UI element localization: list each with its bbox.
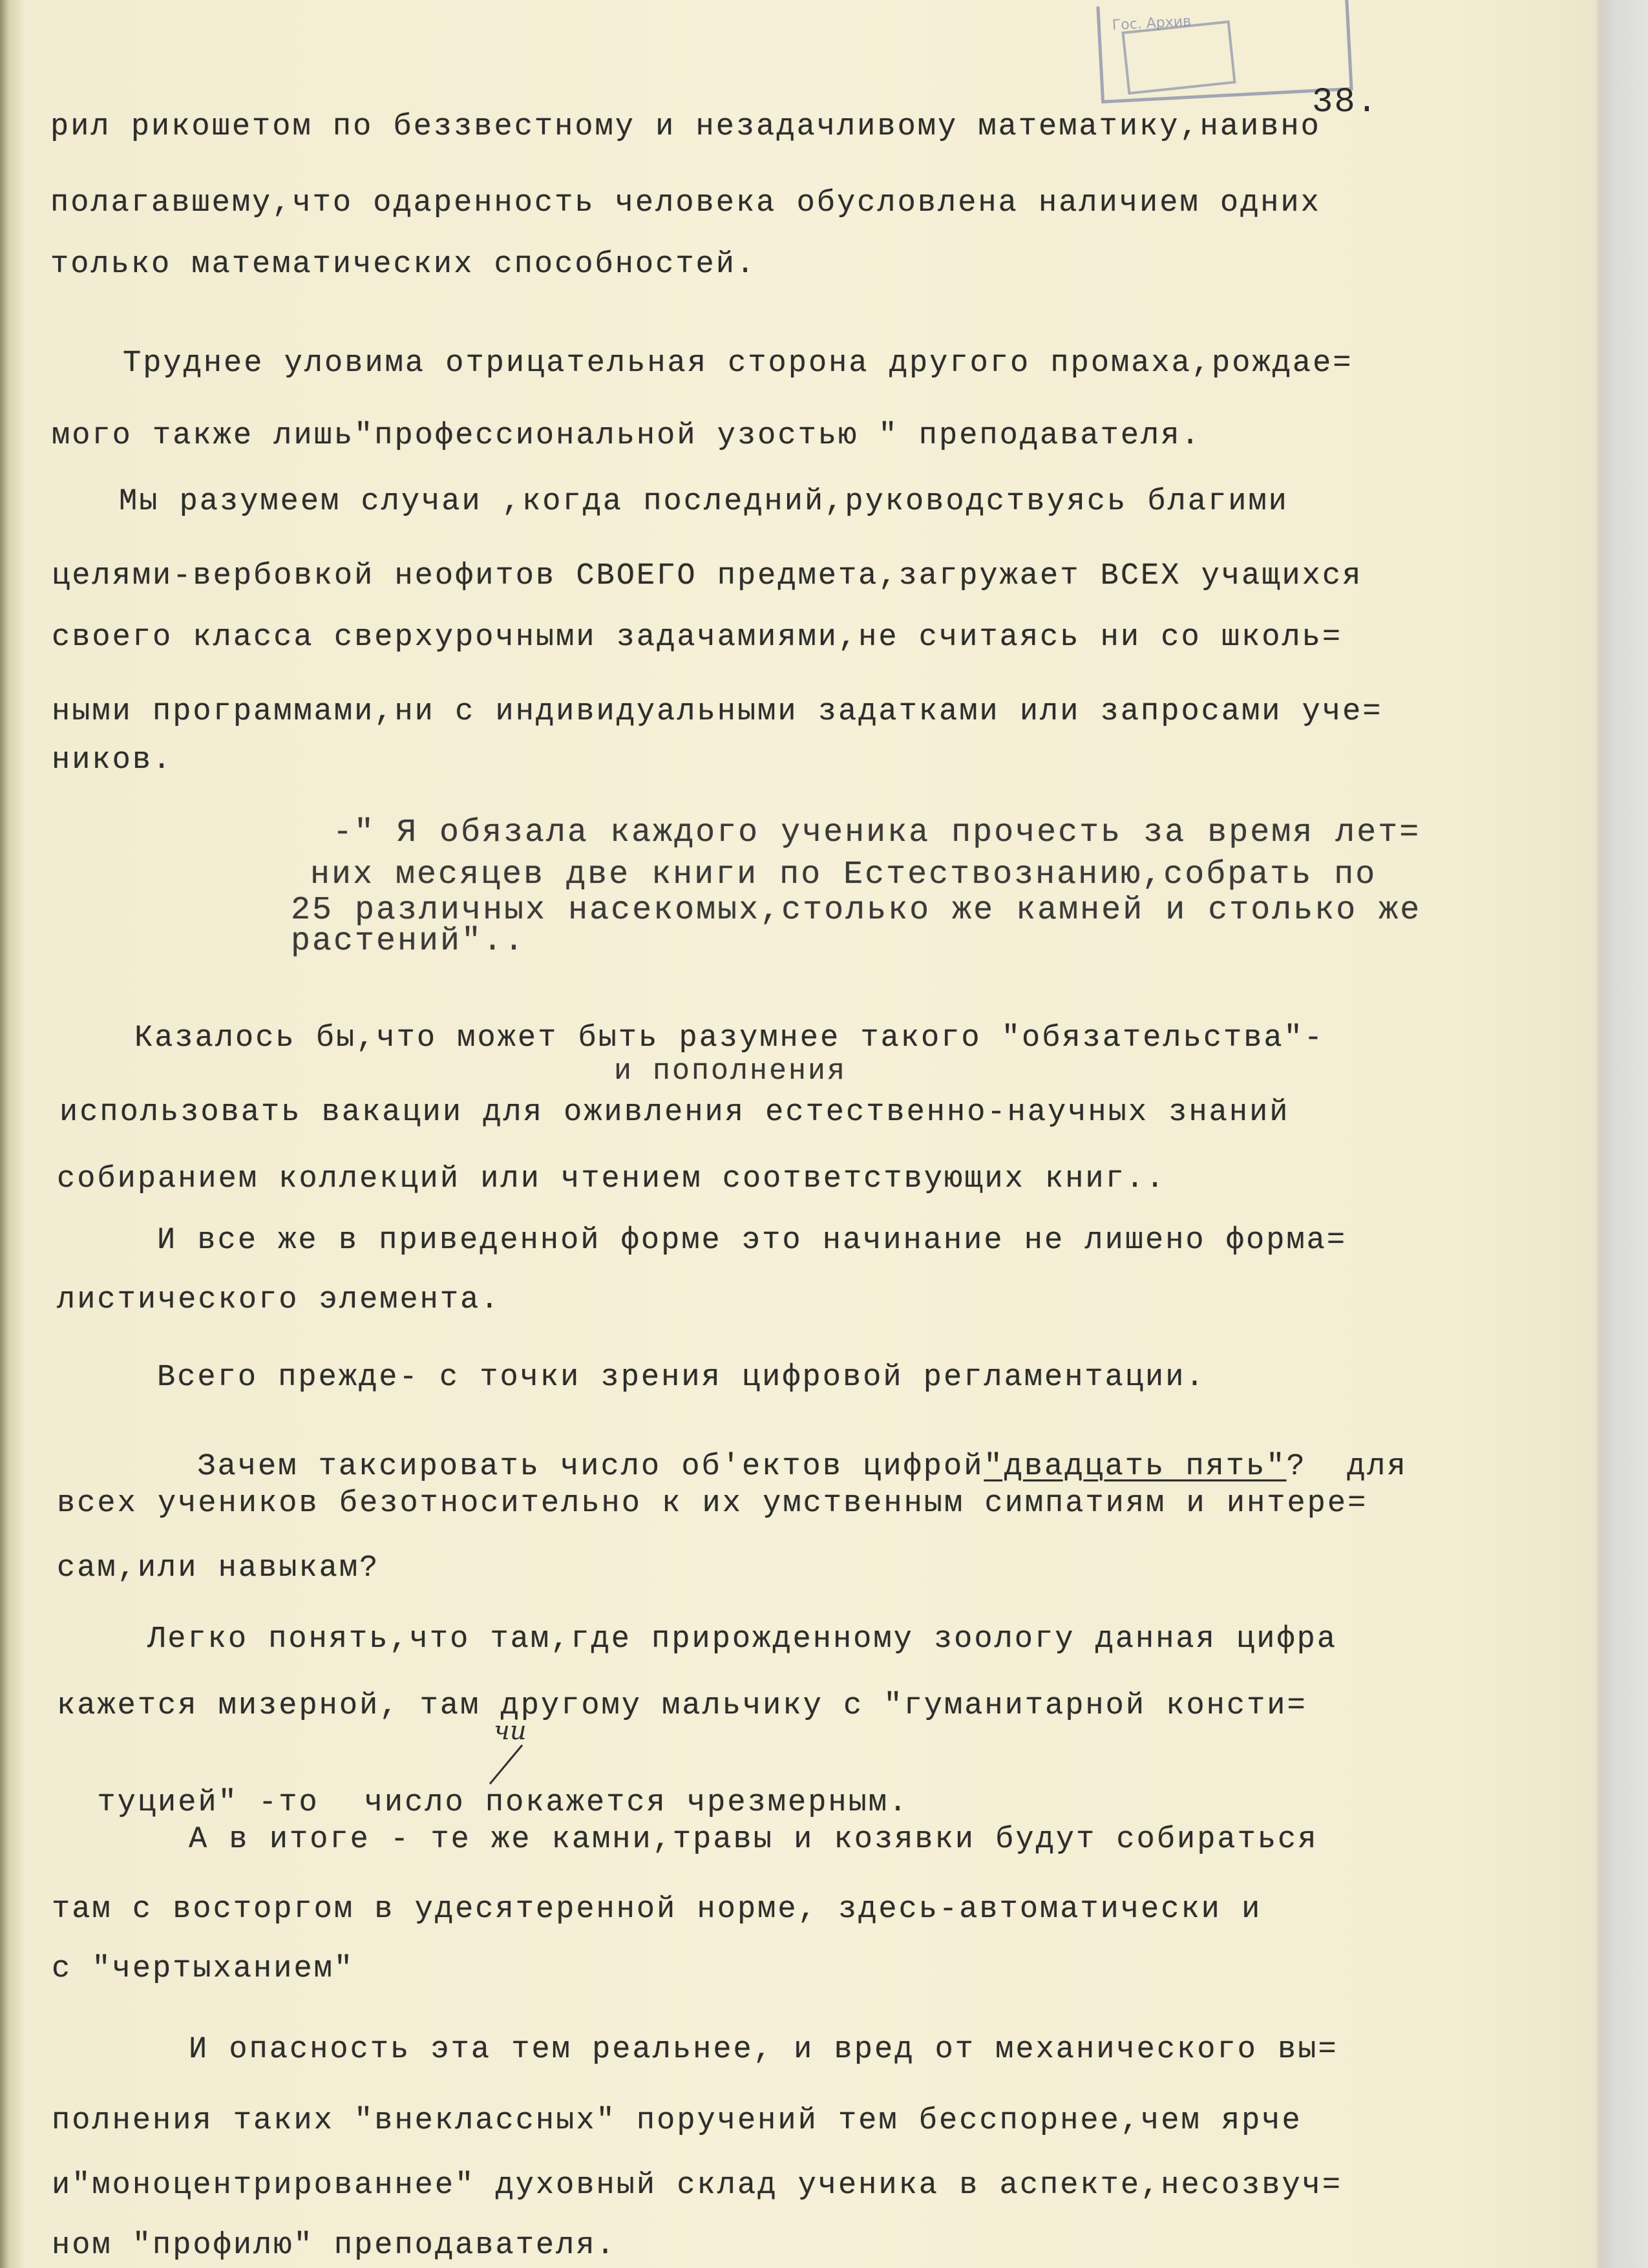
text-line: мого также лишь"профессиональной узостью " преподавателя. xyxy=(52,419,1201,453)
inserted-text: и пополнения xyxy=(614,1055,847,1088)
underlined-text: "двадцать пять" xyxy=(984,1450,1287,1484)
text-line: там с восторгом в удесятеренной норме, здесь-автоматически и xyxy=(52,1892,1262,1927)
scanner-background xyxy=(1598,0,1648,2268)
text-line: с "чертыханием" xyxy=(52,1952,355,1986)
text-line: Мы разумеем случаи ,когда последний,руководствуясь благими xyxy=(119,485,1289,519)
handwritten-correction xyxy=(477,1716,535,1787)
text-line: рил рикошетом по беззвестному и незадачливому математику,наивно xyxy=(50,110,1321,144)
text-line: только математических способностей. xyxy=(50,248,757,282)
text-line: своего класса сверхурочными задачамиями,не считаясь ни со школь= xyxy=(52,620,1343,655)
text-line: И опасность эта тем реальнее, и вред от механического вы= xyxy=(189,2033,1338,2067)
text-line: и"моноцентрированнее" духовный склад ученика в аспекте,несозвуч= xyxy=(52,2168,1343,2203)
page-number: 38. xyxy=(1312,83,1379,122)
text-line: всех учеников безотносительно к их умственным симпатиям и интере= xyxy=(57,1487,1368,1521)
text-segment: ? для xyxy=(1286,1450,1408,1484)
text-line: А в итоге - те же камни,травы и козявки будут собираться xyxy=(189,1823,1318,1857)
text-line: И все же в приведенной форме это начинание не лишено форма= xyxy=(157,1224,1347,1258)
text-segment: туцией" -то xyxy=(97,1786,319,1820)
text-segment: число покажется чрезмерным. xyxy=(364,1786,909,1820)
quote-line: растений".. xyxy=(291,923,526,960)
text-line: собиранием коллекций или чтением соответствующих книг.. xyxy=(57,1162,1167,1196)
text-line: использовать вакации для оживления естественно-научных знаний xyxy=(59,1096,1290,1130)
text-line: целями-вербовкой неофитов СВОЕГО предмета,загружает ВСЕХ учащихся xyxy=(52,559,1363,593)
text-line: ников. xyxy=(52,743,173,778)
text-line: кажется мизерной, там другому мальчику с "гуманитарной консти= xyxy=(57,1689,1307,1723)
text-line: Легко понять,что там,где прирожденному зоологу данная цифра xyxy=(147,1622,1338,1657)
quote-line: 25 различных насекомых,столько же камней и столько же xyxy=(291,892,1422,929)
archive-stamp-box xyxy=(1121,20,1236,94)
quote-line: них месяцев две книги по Естествознанию,собрать по xyxy=(310,856,1377,893)
quote-line: -" Я обязала каждого ученика прочесть за время лет= xyxy=(333,814,1421,851)
text-line: полагавшему,что одаренность человека обусловлена наличием одних xyxy=(50,186,1321,220)
correction-slash-icon xyxy=(477,1716,535,1787)
text-line: Казалось бы,что может быть разумнее такого "обязательства"- xyxy=(134,1021,1325,1055)
text-line: ными программами,ни с индивидуальными задатками или запросами уче= xyxy=(52,695,1383,729)
text-line: полнения таких "внеклассных" поручений тем бесспорнее,чем ярче xyxy=(52,2104,1302,2138)
text-line: ном "профилю" преподавателя. xyxy=(52,2229,617,2263)
text-line: сам,или навыкам? xyxy=(57,1551,380,1585)
text-line: листического элемента. xyxy=(57,1283,501,1317)
handwritten-insert-text: чи xyxy=(494,1716,527,1746)
text-segment: Зачем таксировать число об'ектов цифрой xyxy=(197,1450,984,1484)
text-line xyxy=(157,1415,1408,1484)
archive-stamp-text: Гос. Архив xyxy=(1112,13,1192,34)
text-line: Всего прежде- с точки зрения цифровой регламентации. xyxy=(157,1361,1206,1395)
text-line: Труднее уловима отрицательная сторона другого промаха,рождае= xyxy=(123,346,1353,381)
